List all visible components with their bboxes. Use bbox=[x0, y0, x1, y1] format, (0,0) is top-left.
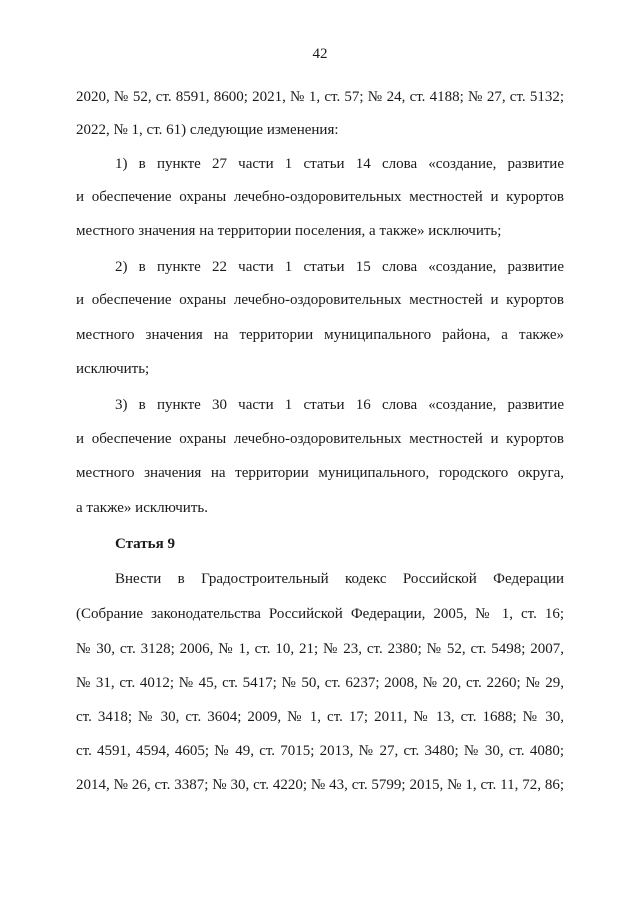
text-line: 2022, № 1, ст. 61) следующие изменения: bbox=[76, 122, 339, 138]
text-line: 2020, № 52, ст. 8591, 8600; 2021, № 1, ст. 57; № 24, ст. 4188; № 27, ст. 5132; bbox=[76, 89, 564, 105]
article-heading: Статья 9 bbox=[115, 536, 175, 552]
text-line: 1) в пункте 27 части 1 статьи 14 слова «создание, развитие bbox=[115, 156, 564, 172]
text-line: местного значения на территории муниципального, городского округа, bbox=[76, 465, 564, 481]
text-line: исключить; bbox=[76, 361, 150, 377]
text-line: ст. 3418; № 30, ст. 3604; 2009, № 1, ст. 17; 2011, № 13, ст. 1688; № 30, bbox=[76, 709, 564, 725]
text-line: Внести в Градостроительный кодекс Российской Федерации bbox=[115, 571, 564, 587]
text-line: и обеспечение охраны лечебно-оздоровительных местностей и курортов bbox=[76, 431, 564, 447]
text-line: № 30, ст. 3128; 2006, № 1, ст. 10, 21; № 23, ст. 2380; № 52, ст. 5498; 2007, bbox=[76, 641, 564, 657]
text-line: местного значения на территории поселения, а также» исключить; bbox=[76, 223, 502, 239]
text-line: местного значения на территории муниципального района, а также» bbox=[76, 327, 564, 343]
text-line: а также» исключить. bbox=[76, 500, 208, 516]
text-line: 3) в пункте 30 части 1 статьи 16 слова «создание, развитие bbox=[115, 397, 564, 413]
text-line: и обеспечение охраны лечебно-оздоровительных местностей и курортов bbox=[76, 189, 564, 205]
text-line: № 31, ст. 4012; № 45, ст. 5417; № 50, ст. 6237; 2008, № 20, ст. 2260; № 29, bbox=[76, 675, 564, 691]
page-number: 42 bbox=[312, 46, 328, 62]
text-line: 2) в пункте 22 части 1 статьи 15 слова «создание, развитие bbox=[115, 259, 564, 275]
text-line: (Собрание законодательства Российской Федерации, 2005, № 1, ст. 16; bbox=[76, 606, 564, 622]
text-line: 2014, № 26, ст. 3387; № 30, ст. 4220; № 43, ст. 5799; 2015, № 1, ст. 11, 72, 86; bbox=[76, 777, 564, 793]
text-line: ст. 4591, 4594, 4605; № 49, ст. 7015; 2013, № 27, ст. 3480; № 30, ст. 4080; bbox=[76, 743, 564, 759]
text-line: и обеспечение охраны лечебно-оздоровительных местностей и курортов bbox=[76, 292, 564, 308]
